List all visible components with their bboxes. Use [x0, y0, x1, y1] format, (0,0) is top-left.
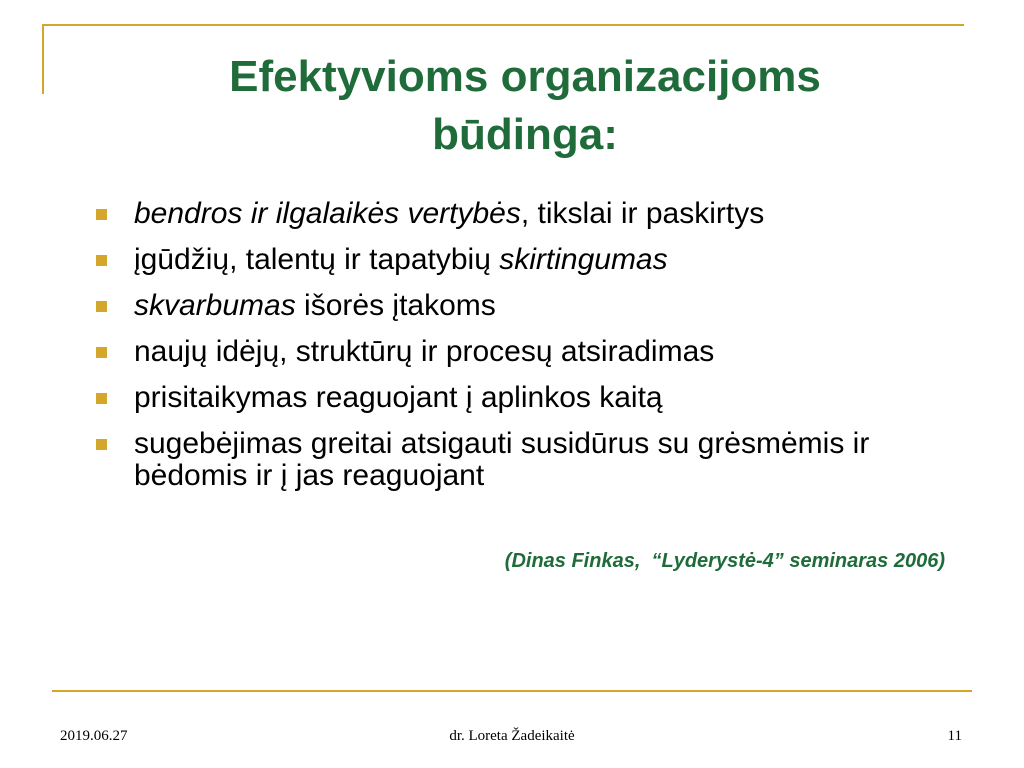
bullet-text [134, 381, 663, 414]
footer-author: dr. Loreta Žadeikaitė [449, 728, 575, 744]
bullet-text [134, 243, 668, 276]
square-bullet-icon [96, 439, 107, 450]
citation: (Dinas Finkas, “Lyderystė-4” seminaras 2006) [504, 550, 945, 572]
footer-rule [52, 690, 972, 692]
slide-title-line-1: Efektyvioms organizacijoms [229, 52, 821, 101]
bullet-segment: , tikslai ir paskirtys [520, 197, 765, 230]
bullet-text [134, 197, 764, 230]
bullet-text [134, 289, 496, 322]
bullet-segment: sugebėjimas greitai atsigauti susidūrus su grėsmėmis ir bėdomis ir į jas reaguojant [134, 427, 870, 492]
square-bullet-icon [96, 393, 107, 404]
bullet-item [96, 290, 976, 322]
bullet-emphasis: bendros ir ilgalaikės vertybės [134, 197, 521, 230]
bullet-segment: įgūdžių, talentų ir tapatybių [134, 243, 500, 276]
square-bullet-icon [96, 209, 107, 220]
slide-title-line-2: būdinga: [432, 110, 618, 159]
bullet-text [134, 335, 714, 368]
bullet-item [96, 336, 976, 368]
frame-left-rule [42, 24, 44, 94]
footer-date: 2019.06.27 [60, 728, 128, 744]
bullet-item [96, 382, 976, 414]
bullet-text [134, 427, 869, 492]
bullet-emphasis: skvarbumas [134, 289, 296, 322]
bullet-segment: išorės įtakoms [295, 289, 496, 322]
bullet-segment: naujų idėjų, struktūrų ir procesų atsiradimas [134, 335, 715, 368]
square-bullet-icon [96, 347, 107, 358]
bullet-emphasis: skirtingumas [499, 243, 668, 276]
frame-top-rule [42, 24, 964, 26]
page-number: 11 [947, 728, 962, 744]
bullet-item [96, 244, 976, 276]
square-bullet-icon [96, 255, 107, 266]
bullet-list [96, 198, 976, 506]
bullet-item [96, 428, 976, 492]
slide-title [60, 48, 990, 164]
square-bullet-icon [96, 301, 107, 312]
bullet-segment: prisitaikymas reaguojant į aplinkos kaitą [134, 381, 663, 414]
bullet-item [96, 198, 976, 230]
